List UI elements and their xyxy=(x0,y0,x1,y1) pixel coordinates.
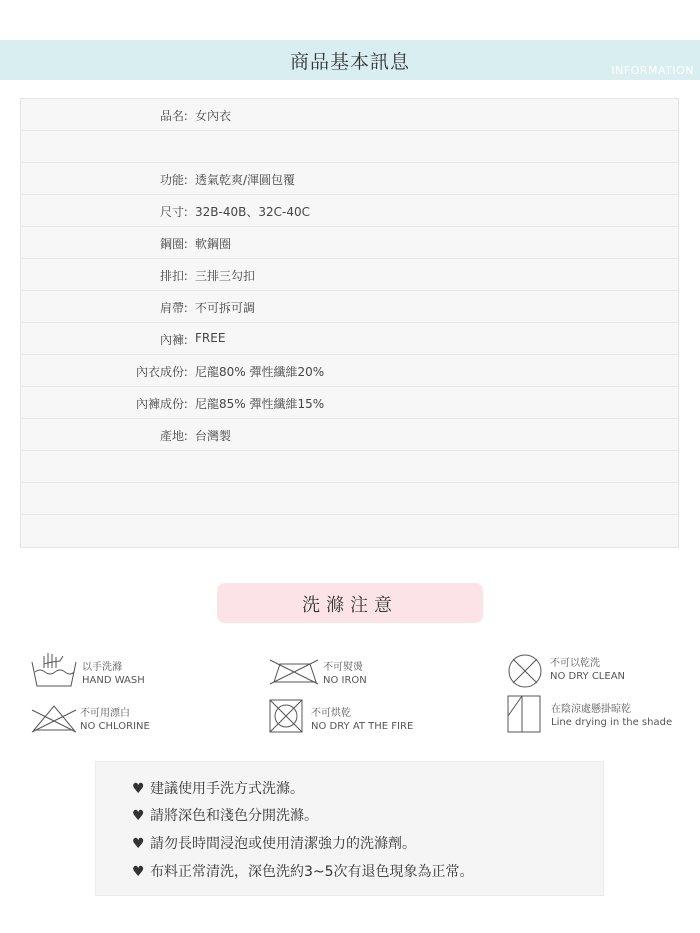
spec-value: 三排三勾扣 xyxy=(195,269,256,283)
spec-row xyxy=(21,483,678,515)
spec-colon: ： xyxy=(183,237,196,251)
note-item xyxy=(132,805,318,825)
spec-row xyxy=(21,515,678,547)
spec-colon: ： xyxy=(183,269,196,283)
care-title: 洗滌注意 xyxy=(302,595,398,616)
heart-icon: ♥ xyxy=(132,836,145,852)
no-iron-icon xyxy=(268,656,320,686)
spec-value: 軟鋼圈 xyxy=(195,237,232,251)
care-en-no-dry-clean: NO DRY CLEAN xyxy=(550,671,626,682)
spec-label: 品名 xyxy=(159,109,184,123)
note-item xyxy=(132,778,304,798)
care-en-hand-wash: HAND WASH xyxy=(82,675,145,686)
note-text: 建議使用手洗方式洗滌。 xyxy=(150,781,304,797)
spec-row xyxy=(21,99,678,131)
spec-label: 內褲成份 xyxy=(135,397,184,411)
page-title: 商品基本訊息 xyxy=(289,51,410,73)
spec-colon: ： xyxy=(183,365,196,379)
care-notes-box xyxy=(95,761,604,896)
care-en-no-iron: NO IRON xyxy=(323,675,367,686)
spec-label: 功能 xyxy=(159,173,184,187)
spec-value: 不可拆可調 xyxy=(195,301,256,315)
note-text: 布料正常清洗，深色洗約3~5次有退色現象為正常。 xyxy=(150,864,474,880)
spec-value: 32B-40B、32C-40C xyxy=(195,205,310,219)
spec-colon: ： xyxy=(183,333,196,347)
spec-row xyxy=(21,291,678,323)
care-en-no-chlorine: NO CHLORINE xyxy=(80,721,150,732)
hand-wash-icon xyxy=(30,652,78,688)
spec-value: 女內衣 xyxy=(195,109,232,123)
note-text: 請將深色和淺色分開洗滌。 xyxy=(150,808,318,824)
spec-row xyxy=(21,163,678,195)
spec-colon: ： xyxy=(183,429,196,443)
spec-label: 內褲 xyxy=(159,333,184,347)
spec-row xyxy=(21,259,678,291)
care-en-no-tumble-dry: NO DRY AT THE FIRE xyxy=(311,721,414,732)
note-text: 請勿長時間浸泡或使用清潔強力的洗滌劑。 xyxy=(150,836,416,852)
care-zh-hand-wash: 以手洗滌 xyxy=(82,662,122,673)
spec-value: 透氣乾爽/渾圓包覆 xyxy=(195,173,296,187)
spec-value: 尼龍85% 彈性纖維15% xyxy=(195,397,325,411)
spec-colon: ： xyxy=(183,397,196,411)
spec-table xyxy=(20,98,679,548)
spec-row xyxy=(21,227,678,259)
spec-label: 產地 xyxy=(159,429,184,443)
care-zh-no-dry-clean: 不可以乾洗 xyxy=(550,658,600,669)
care-zh-no-tumble-dry: 不可烘乾 xyxy=(311,708,351,719)
spec-label: 內衣成份 xyxy=(135,365,184,379)
no-tumble-dry-icon xyxy=(268,698,304,734)
note-item xyxy=(132,861,474,881)
spec-row xyxy=(21,131,678,163)
care-en-line-dry-shade: Line drying in the shade xyxy=(551,717,673,728)
line-dry-shade-icon xyxy=(506,694,542,734)
heart-icon: ♥ xyxy=(132,808,145,824)
spec-label: 尺寸 xyxy=(159,205,184,219)
spec-row xyxy=(21,419,678,451)
spec-colon: ： xyxy=(183,109,196,123)
no-dry-clean-icon xyxy=(506,652,544,690)
spec-label: 肩帶 xyxy=(159,301,184,315)
spec-value: 尼龍80% 彈性纖維20% xyxy=(195,365,325,379)
care-zh-no-chlorine: 不可用漂白 xyxy=(80,708,130,719)
spec-colon: ： xyxy=(183,173,196,187)
page-subtitle: INFORMATION xyxy=(611,64,694,77)
spec-row xyxy=(21,355,678,387)
no-chlorine-icon xyxy=(30,702,78,734)
spec-value: FREE xyxy=(195,331,226,345)
spec-label: 鋼圈 xyxy=(159,237,184,251)
spec-row xyxy=(21,323,678,355)
note-item xyxy=(132,833,416,853)
care-zh-no-iron: 不可熨燙 xyxy=(323,662,363,673)
spec-row xyxy=(21,387,678,419)
spec-colon: ： xyxy=(183,301,196,315)
spec-label: 排扣 xyxy=(159,269,184,283)
heart-icon: ♥ xyxy=(132,864,145,880)
heart-icon: ♥ xyxy=(132,781,145,797)
spec-value: 台灣製 xyxy=(195,429,232,443)
spec-colon: ： xyxy=(183,205,196,219)
spec-row xyxy=(21,195,678,227)
spec-row xyxy=(21,451,678,483)
care-zh-line-dry-shade: 在陰涼處懸掛晾乾 xyxy=(551,704,631,715)
